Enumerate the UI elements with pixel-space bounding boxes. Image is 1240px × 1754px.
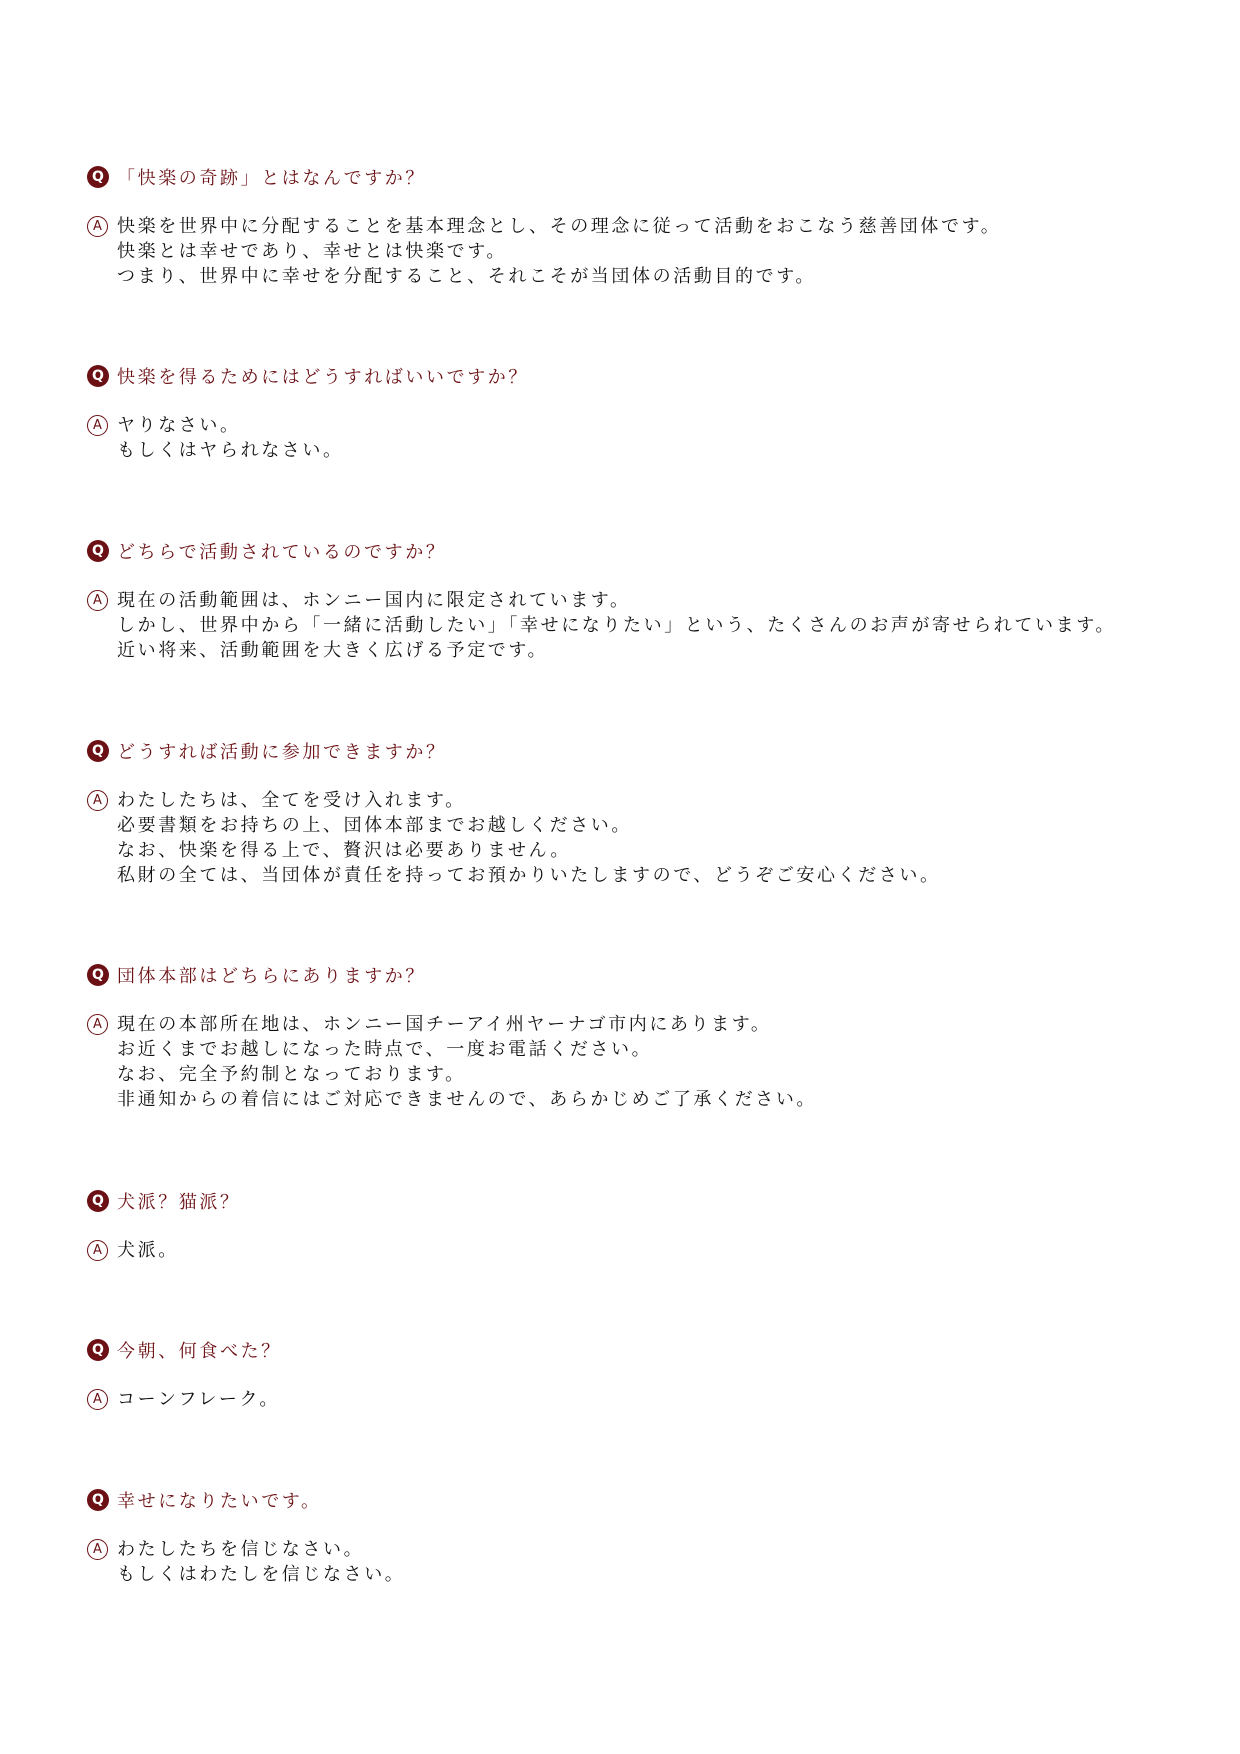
answer-line: 快楽を世界中に分配することを基本理念とし、その理念に従って活動をおこなう慈善団体です。	[117, 216, 1002, 237]
question-icon: Q	[87, 166, 109, 188]
question-text: 幸せになりたいです。	[117, 1491, 322, 1512]
question-icon: Q	[87, 365, 109, 387]
faq-item	[87, 1188, 1207, 1263]
question	[87, 164, 1207, 190]
answer-line: 犬派。	[117, 1240, 179, 1261]
faq-item	[87, 738, 1207, 888]
answer-line: なお、快楽を得る上で、贅沢は必要ありません。	[117, 840, 571, 861]
question	[87, 962, 1207, 988]
question-text: 犬派？猫派？	[117, 1192, 241, 1213]
question-text: 快楽を得るためにはどうすればいいですか？	[117, 367, 529, 388]
answer-line: しかし、世界中から「一緒に活動したい」「幸せになりたい」という、たくさんのお声が寄せられています。	[117, 615, 1116, 636]
answer-text	[117, 1012, 817, 1112]
answer	[87, 413, 1207, 463]
question-icon: Q	[87, 1489, 109, 1511]
answer-icon: A	[87, 1240, 108, 1261]
question-icon: Q	[87, 540, 109, 562]
answer	[87, 1537, 1207, 1587]
faq-item	[87, 363, 1207, 463]
answer-text	[117, 788, 941, 888]
question-text: 「快楽の奇跡」とはなんですか？	[117, 168, 426, 189]
question-text: 団体本部はどちらにありますか？	[117, 966, 426, 987]
question	[87, 738, 1207, 764]
answer	[87, 1012, 1207, 1112]
question-text: どちらで活動されているのですか？	[117, 542, 447, 563]
answer-line: わたしたちを信じなさい。	[117, 1539, 365, 1560]
faq-item	[87, 1487, 1207, 1587]
faq-item	[87, 538, 1207, 663]
answer-line: 近い将来、活動範囲を大きく広げる予定です。	[117, 640, 549, 661]
answer-icon: A	[87, 1389, 108, 1410]
question	[87, 538, 1207, 564]
answer-icon: A	[87, 1014, 108, 1035]
answer-line: つまり、世界中に幸せを分配すること、それこそが当団体の活動目的です。	[117, 266, 816, 287]
question-icon: Q	[87, 740, 109, 762]
question-icon: Q	[87, 1339, 109, 1361]
answer	[87, 788, 1207, 888]
answer-icon: A	[87, 415, 108, 436]
question-icon: Q	[87, 964, 109, 986]
answer-text	[117, 214, 1001, 289]
answer	[87, 1387, 1207, 1412]
question	[87, 1188, 1207, 1214]
answer-icon: A	[87, 216, 108, 237]
answer	[87, 588, 1207, 663]
question-icon: Q	[87, 1190, 109, 1212]
answer-line: 非通知からの着信にはご対応できませんので、あらかじめご了承ください。	[117, 1089, 818, 1110]
answer-text	[117, 1238, 179, 1263]
answer-text	[117, 1387, 280, 1412]
answer-line: もしくはわたしを信じなさい。	[117, 1564, 406, 1585]
question	[87, 1487, 1207, 1513]
answer-icon: A	[87, 590, 108, 611]
answer-line: お近くまでお越しになった時点で、一度お電話ください。	[117, 1039, 653, 1060]
question-text: 今朝、何食べた？	[117, 1341, 282, 1362]
answer-line: 必要書類をお持ちの上、団体本部までお越しください。	[117, 815, 632, 836]
answer-text	[117, 413, 344, 463]
answer-line: なお、完全予約制となっております。	[117, 1064, 466, 1085]
answer-line: わたしたちは、全てを受け入れます。	[117, 790, 466, 811]
faq-item	[87, 164, 1207, 289]
answer-icon: A	[87, 1539, 108, 1560]
answer-line: 私財の全ては、当団体が責任を持ってお預かりいたしますので、どうぞご安心ください。	[117, 865, 941, 886]
answer-text	[117, 1537, 405, 1587]
question-text: どうすれば活動に参加できますか？	[117, 742, 447, 763]
faq-item	[87, 962, 1207, 1112]
answer-text	[117, 588, 1116, 663]
answer	[87, 1238, 1207, 1263]
answer-line: もしくはヤられなさい。	[117, 440, 344, 461]
answer-line: 快楽とは幸せであり、幸せとは快楽です。	[117, 241, 507, 262]
answer-line: コーンフレーク。	[117, 1389, 280, 1410]
answer-line: ヤりなさい。	[117, 415, 241, 436]
answer	[87, 214, 1207, 289]
answer-line: 現在の活動範囲は、ホンニー国内に限定されています。	[117, 590, 631, 611]
faq-item	[87, 1337, 1207, 1412]
question	[87, 1337, 1207, 1363]
question	[87, 363, 1207, 389]
answer-line: 現在の本部所在地は、ホンニー国チーアイ州ヤーナゴ市内にあります。	[117, 1014, 772, 1035]
answer-icon: A	[87, 790, 108, 811]
